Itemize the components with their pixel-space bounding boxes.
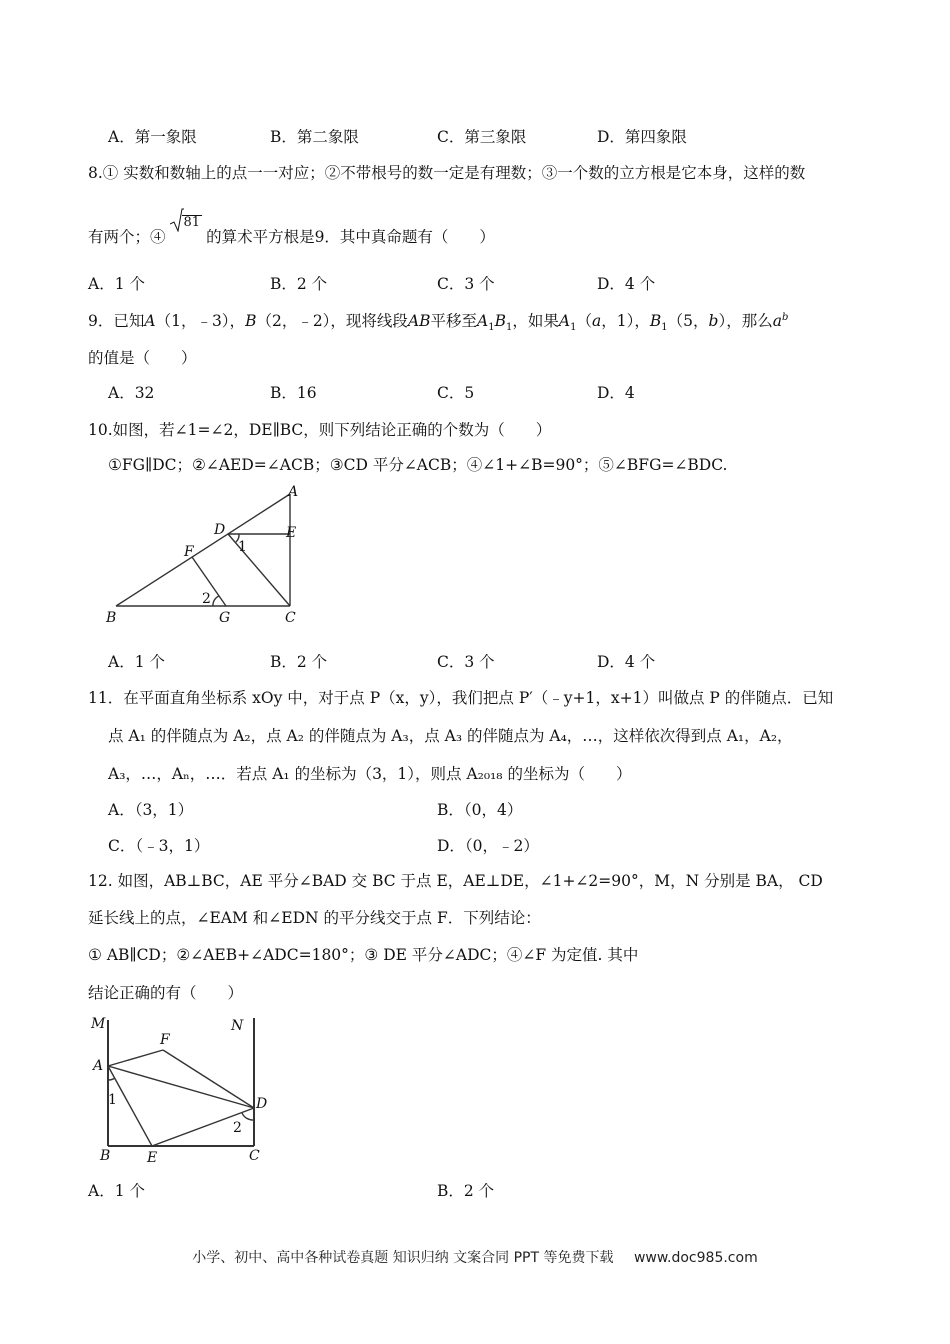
segment-fd (163, 1050, 254, 1108)
q10-option-a: A．1 个 (108, 653, 165, 671)
angle-2-arc (213, 596, 219, 606)
q10-line2: ①FG∥DC；②∠AED=∠ACB；③CD 平分∠ACB；④∠1+∠B=90°；⑤∠BFG=∠BDC. (108, 456, 728, 474)
label-f: F (184, 544, 194, 560)
q12-option-b: B．2 个 (437, 1182, 495, 1200)
label-b: B (100, 1148, 111, 1164)
segment-ba (116, 494, 290, 606)
label-1: 1 (108, 1092, 117, 1108)
segment-ad (108, 1066, 254, 1108)
q9-option-a: A．32 (108, 384, 155, 402)
page-footer (0, 1247, 950, 1267)
q12-line1: 12. 如图，AB⊥BC，AE 平分∠BAD 交 BC 于点 E，AE⊥DE，∠1+∠2=90°，M，N 分别是 BA， CD (88, 872, 823, 890)
label-b: B (106, 610, 117, 626)
q10-figure (100, 478, 320, 628)
q9-option-d: D．4 (597, 384, 635, 402)
q8-line1: 8.① 实数和数轴上的点一一对应；②不带根号的数一定是有理数；③一个数的立方根是它本身，这样的数 (88, 164, 806, 182)
label-c: C (285, 610, 296, 626)
label-e: E (147, 1150, 158, 1166)
label-f: F (160, 1032, 170, 1048)
q11-line3: A₃，…，Aₙ，…．若点 A₁ 的坐标为（3，1），则点 A₂₀₁₈ 的坐标为（ ） (108, 765, 632, 783)
q8-radicand: 81 (183, 215, 201, 230)
q11-option-c: C．（﹣3，1） (108, 837, 210, 855)
q8-option-d: D．4 个 (597, 275, 656, 293)
q8-line2-post: 的算术平方根是9．其中真命题有（ ） (206, 228, 495, 246)
label-c: C (249, 1148, 260, 1164)
q8-option-b: B．2 个 (270, 275, 328, 293)
q10-line1: 10.如图，若∠1=∠2，DE∥BC，则下列结论正确的个数为（ ） (88, 421, 552, 439)
label-n: N (231, 1018, 244, 1034)
q9-option-b: B．16 (270, 384, 317, 402)
label-m: M (91, 1016, 106, 1032)
q9-line1: 9．已知A（1，﹣3），B（2，﹣2），现将线段AB平移至$A_1B_1$，如果$A_1(a$，1），$B_1(5$，b），那么$a^b$ (88, 311, 789, 334)
q9-option-c: C．5 (437, 384, 475, 402)
angle-2-arc (242, 1113, 254, 1120)
label-a: A (288, 484, 299, 500)
q11-line1: 11．在平面直角坐标系 xOy 中，对于点 P（x，y），我们把点 P′（﹣y+1，x+1）叫做点 P 的伴随点．已知 (88, 689, 834, 707)
label-g: G (219, 610, 231, 626)
label-e: E (286, 525, 297, 541)
q12-figure (88, 1010, 278, 1170)
q11-option-d: D．（0，﹣2） (437, 837, 539, 855)
q8-line2 (88, 215, 495, 246)
label-1: 1 (238, 539, 247, 555)
angle-1-arc (108, 1078, 115, 1080)
label-d: D (214, 522, 226, 538)
q8-line2-pre: 有两个；④ (88, 228, 166, 246)
q11-option-b: B．（0，4） (437, 801, 523, 819)
label-2: 2 (233, 1120, 242, 1136)
q7-option-c: C．第三象限 (437, 128, 527, 146)
footer-text: 小学、初中、高中各种试卷真题 知识归纳 文案合同 PPT 等免费下载 (192, 1250, 614, 1266)
q12-option-a: A．1 个 (88, 1182, 145, 1200)
q12-line4: 结论正确的有（ ） (88, 984, 244, 1002)
q9-line2: 的值是（ ） (88, 349, 197, 367)
q12-line3: ① AB∥CD；②∠AEB+∠ADC=180°；③ DE 平分∠ADC；④∠F 为定值. 其中 (88, 946, 639, 964)
q8-option-a: A．1 个 (88, 275, 145, 293)
q10-option-d: D．4 个 (597, 653, 656, 671)
q7-option-d: D．第四象限 (597, 128, 687, 146)
q12-line2: 延长线上的点，∠EAM 和∠EDN 的平分线交于点 F．下列结论： (88, 909, 541, 927)
q8-option-c: C．3 个 (437, 275, 495, 293)
label-a: A (93, 1058, 104, 1074)
q11-line2: 点 A₁ 的伴随点为 A₂，点 A₂ 的伴随点为 A₃，点 A₃ 的伴随点为 A₄，…，这样依次得到点 A₁，A₂， (108, 727, 793, 745)
footer-site-link[interactable]: www.doc985.com (633, 1250, 758, 1266)
label-d: D (256, 1096, 268, 1112)
q10-option-c: C．3 个 (437, 653, 495, 671)
q11-option-a: A．（3，1） (108, 801, 194, 819)
q7-option-b: B．第二象限 (270, 128, 359, 146)
segment-af (108, 1050, 163, 1066)
label-2: 2 (202, 591, 211, 607)
q7-option-a: A．第一象限 (108, 128, 197, 146)
q10-option-b: B．2 个 (270, 653, 328, 671)
sqrt-81 (170, 215, 203, 246)
